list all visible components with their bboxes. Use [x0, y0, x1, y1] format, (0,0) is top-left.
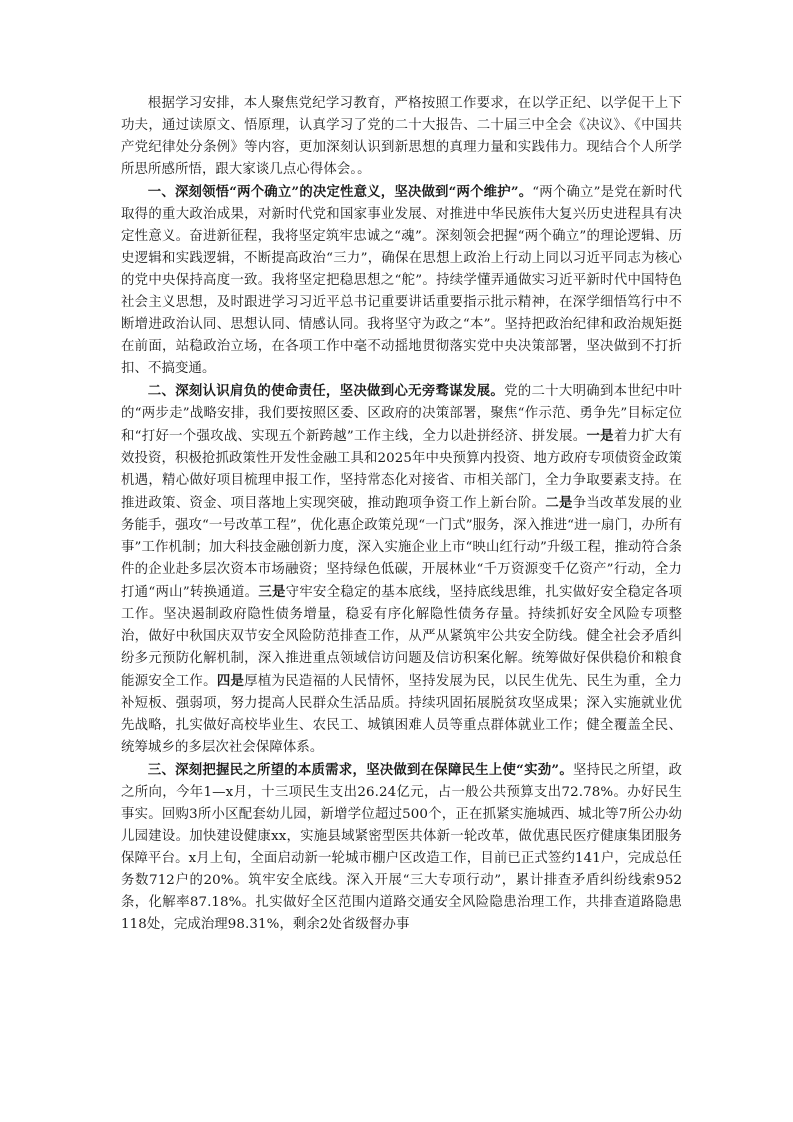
section-1-paragraph	[121, 181, 682, 380]
section-3-body: 坚持民之所望，政之所向，今年1—x月，十三项民生支出26.24亿元，占一般公共预算支出72.78%。办好民生事实。回购3所小区配套幼儿园，新增学位超过500个，正在抓紧实施城西、城北等7所公办幼儿园建设。加快建设健康xx，实施县域紧密型医共体新一轮改革，做优惠民医疗健康集团服务保障平台。x月上旬，全面启动新一轮城市棚户区改造工作，目前已正式签约141户，完成总任务数712户的20%。筑牢安全底线。深入开展“三大专项行动”，累计排查矛盾纠纷线索952条，化解率87.18%。扎实做好全区范围内道路交通安全风险隐患治理工作，共排查道路隐患118处，完成治理98.31%，剩余2处省级督办事	[121, 763, 682, 932]
section-2-body-b: 着力扩大有效投资，积极抢抓政策性开发性金融工具和2025年中央预算内投资、地方政府专项债资金政策机遇，精心做好项目梳理申报工作，坚持常态化对接省、市相关部门，全力争取要素支持。在推进政策、资金、项目落地上实现突破，推动跑项争资工作上新台阶。	[121, 429, 683, 511]
section-2-marker-4: 四是	[216, 673, 245, 689]
section-2-paragraph	[121, 380, 682, 759]
section-1-heading: 一、深刻领悟“两个确立”的决定性意义，坚决做到“两个维护”。	[147, 184, 533, 200]
section-2-body-e: 厚植为民造福的人民情怀，坚持发展为民，以民生优先、民生为重，全力补短板、强弱项，努力提高人民群众生活品质。持续巩固拓展脱贫攻坚成果；深入实施就业优先战略，扎实做好高校毕业生、农民工、城镇困难人员等重点群体就业工作；健全覆盖全民、统筹城乡的多层次社会保障体系。	[121, 674, 682, 755]
section-3-heading: 三、深刻把握民之所望的本质需求，坚决做到在保障民生上使“实劲”。	[147, 762, 573, 778]
document-body	[121, 93, 682, 936]
section-2-marker-1: 一是	[586, 428, 614, 444]
section-2-body-c: 争当改革发展的业务能手，强攻“一号改革工程”，优化惠企政策兑现“一门式”服务，深入推进“进一扇门，办所有事”工作机制；加大科技金融创新力度，深入实施企业上市“映山红行动”升级工程，推动符合条件的企业赴多层次资本市场融资；坚持绿色低碳，开展林业“千万资源变千亿资产”行动，全力打通“两山”转换通道。	[121, 496, 682, 600]
section-1-body: “两个确立”是党在新时代取得的重大政治成果，对新时代党和国家事业发展、对推进中华民族伟大复兴历史进程具有决定性意义。奋进新征程，我将坚定筑牢忠诚之“魂”。深刻领会把握“两个确立”的理论逻辑、历史逻辑和实践逻辑，不断提高政治“三力”，确保在思想上政治上行动上同以习近平同志为核心的党中央保持高度一致。我将坚定把稳思想之“舵”。持续学懂弄通做实习近平新时代中国特色社会主义思想，及时跟进学习习近平总书记重要讲话重要指示批示精神，在深学细悟笃行中不断增进政治认同、思想认同、情感认同。我将坚守为政之“本”。坚持把政治纪律和政治规矩挺在前面，站稳政治立场，在各项工作中毫不动摇地贯彻落实党中央决策部署，坚决做到不打折扣、不搞变通。	[121, 185, 683, 376]
intro-paragraph	[121, 93, 682, 181]
section-2-marker-2: 二是	[545, 495, 573, 511]
section-2-body-a: 党的二十大明确到本世纪中叶的“两步走”战略安排，我们要按照区委、区政府的决策部署，聚焦“作示范、勇争先”目标定位和“打好一个强攻战、实现五个新跨越”工作主线，全力以赴拼经济、拼发展。	[121, 384, 682, 444]
section-2-body-d: 守牢安全稳定的基本底线，坚持底线思维，扎实做好安全稳定各项工作。坚决遏制政府隐性债务增量，稳妥有序化解隐性债务存量。持续抓好安全风险专项整治，做好中秋国庆双节安全风险防范排查工作，从严从紧筑牢公共安全防线。健全社会矛盾纠纷多元预防化解机制，深入推进重点领域信访问题及信访积案化解。统筹做好保供稳价和粮食能源安全工作。	[121, 585, 682, 689]
intro-text: 根据学习安排，本人聚焦党纪学习教育，严格按照工作要求，在以学正纪、以学促干上下功夫，通过读原文、悟原理，认真学习了党的二十大报告、二十届三中全会《决议》、《中国共产党纪律处分条例》等内容，更加深刻认识到新思想的真理力量和实践伟力。现结合个人所学所思所感所悟，跟大家谈几点心得体会。。	[121, 96, 682, 177]
section-2-marker-3: 三是	[258, 584, 286, 600]
section-3-paragraph	[121, 759, 682, 936]
section-2-heading: 二、深刻认识肩负的使命责任，坚决做到心无旁骛谋发展。	[147, 383, 505, 399]
